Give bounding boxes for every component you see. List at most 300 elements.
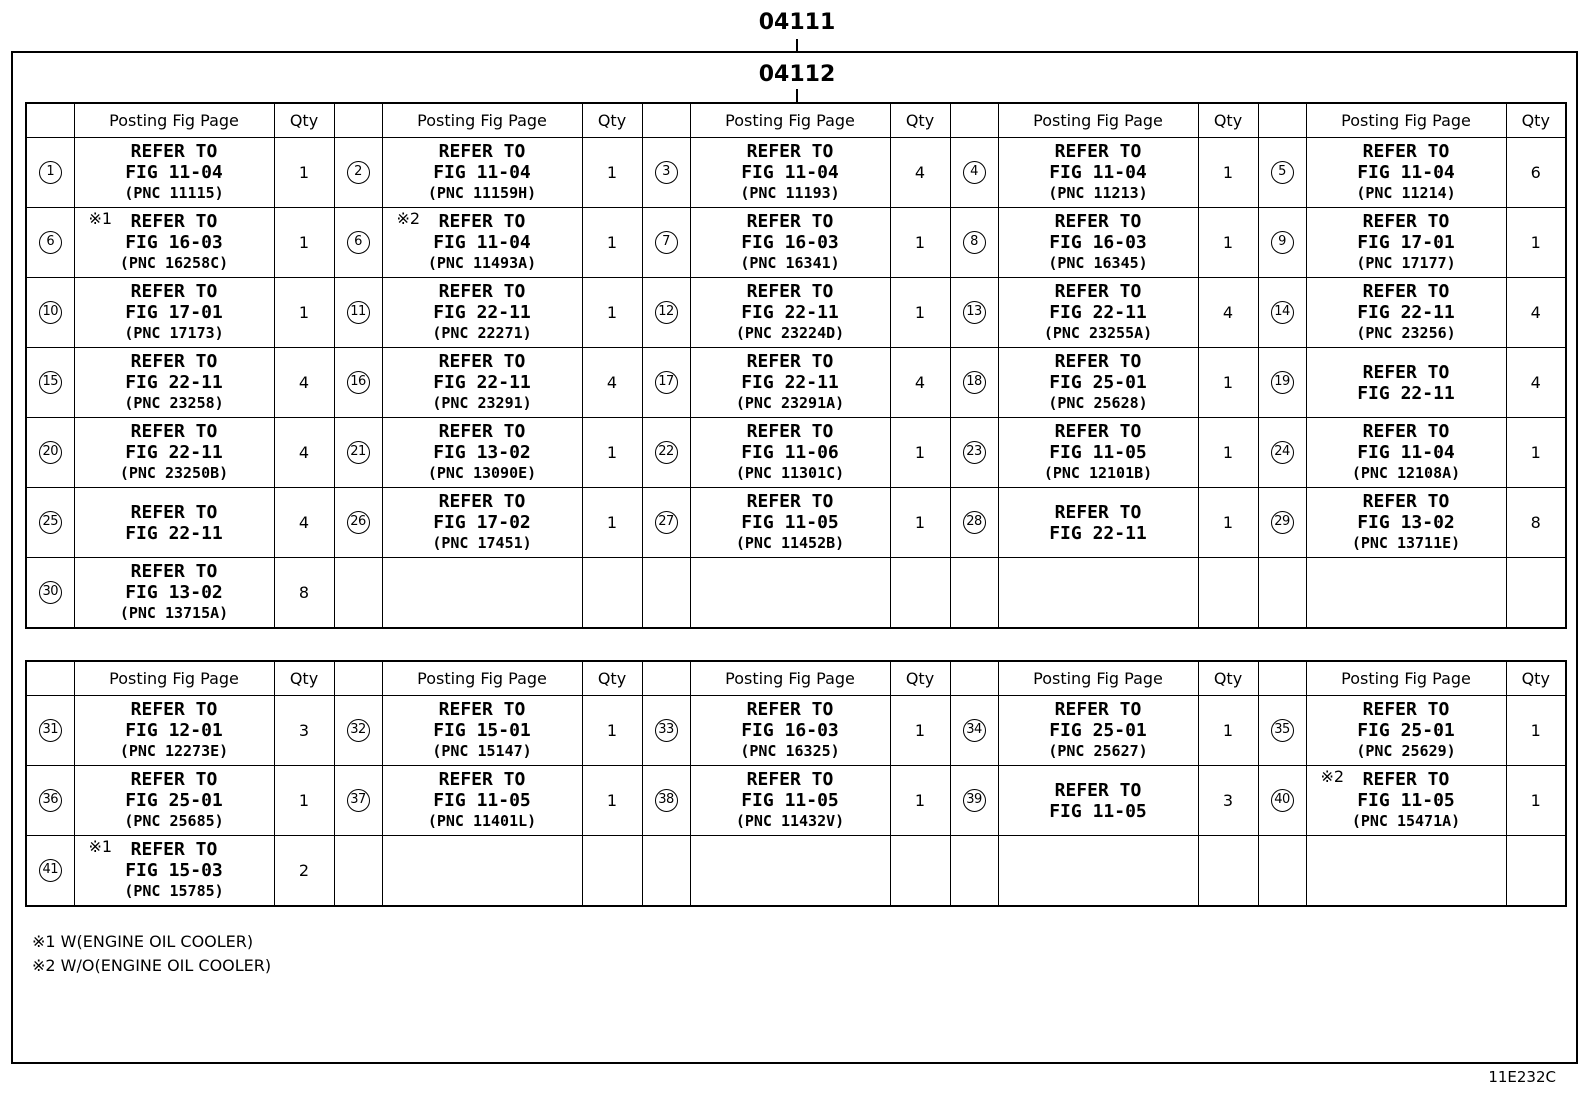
refer-to-label: REFER TO: [746, 211, 834, 232]
item-number-cell: [1258, 766, 1306, 836]
item-number-circle: 31: [39, 719, 62, 742]
item-number-cell: [950, 348, 998, 418]
qty-cell: 4: [1506, 278, 1566, 348]
qty-cell: [582, 836, 642, 907]
figure-ref: FIG 11-05: [741, 512, 839, 533]
item-number-cell: [26, 766, 74, 836]
reference-cell: [998, 696, 1198, 766]
pnc-ref: (PNC 22271): [432, 324, 532, 342]
qty-cell: 1: [274, 138, 334, 208]
refer-to-label: REFER TO: [130, 211, 218, 232]
item-number-circle: 34: [963, 719, 986, 742]
item-number-cell: [334, 348, 382, 418]
pnc-ref: (PNC 15785): [124, 882, 224, 900]
qty-cell: [582, 558, 642, 629]
reference-cell: [1306, 418, 1506, 488]
refer-to-label: REFER TO: [1362, 421, 1450, 442]
pnc-ref: (PNC 17451): [432, 534, 532, 552]
qty-cell: [1506, 558, 1566, 629]
pnc-ref: (PNC 12108A): [1351, 464, 1461, 482]
item-number-circle: 39: [963, 789, 986, 812]
header-num-blank: [950, 661, 998, 696]
figure-ref: FIG 22-11: [1357, 302, 1455, 323]
figure-ref: FIG 13-02: [125, 582, 223, 603]
reference-cell: [74, 558, 274, 629]
reference-cell: [998, 558, 1198, 629]
header-qty: Qty: [1506, 103, 1566, 138]
refer-to-label: REFER TO: [130, 839, 218, 860]
item-number-circle: 22: [655, 441, 678, 464]
pnc-ref: (PNC 16345): [1048, 254, 1148, 272]
figure-ref: FIG 17-01: [125, 302, 223, 323]
pnc-ref: (PNC 23256): [1356, 324, 1456, 342]
reference-cell: [74, 208, 274, 278]
item-number-circle: 24: [1271, 441, 1294, 464]
item-number-cell: [334, 836, 382, 907]
table-row: [26, 766, 1566, 836]
item-number-cell: [642, 348, 690, 418]
pnc-ref: (PNC 23255A): [1043, 324, 1153, 342]
figure-ref: FIG 22-11: [741, 302, 839, 323]
item-number-cell: [642, 278, 690, 348]
item-number-circle: 5: [1271, 161, 1294, 184]
refer-to-label: REFER TO: [1362, 699, 1450, 720]
figure-ref: FIG 13-02: [1357, 512, 1455, 533]
qty-cell: 4: [890, 138, 950, 208]
figure-ref: FIG 11-06: [741, 442, 839, 463]
item-number-circle: 14: [1271, 301, 1294, 324]
reference-cell: [74, 278, 274, 348]
footnotes: [32, 930, 271, 978]
qty-cell: 4: [274, 418, 334, 488]
item-number-circle: 21: [347, 441, 370, 464]
header-qty: Qty: [1198, 103, 1258, 138]
item-number-cell: [950, 836, 998, 907]
refer-to-label: REFER TO: [1054, 699, 1142, 720]
refer-to-label: REFER TO: [746, 421, 834, 442]
refer-to-label: REFER TO: [1054, 211, 1142, 232]
refer-to-label: REFER TO: [746, 351, 834, 372]
reference-cell: [1306, 836, 1506, 907]
header-posting-fig-page: Posting Fig Page: [690, 103, 890, 138]
header-posting-fig-page: Posting Fig Page: [998, 661, 1198, 696]
pnc-ref: (PNC 11115): [124, 184, 224, 202]
leader-line-inner: [796, 89, 798, 102]
item-number-circle: 27: [655, 511, 678, 534]
item-number-circle: 6: [347, 231, 370, 254]
header-num-blank: [950, 103, 998, 138]
item-number-circle: 6: [39, 231, 62, 254]
reference-cell: [74, 138, 274, 208]
item-number-circle: 20: [39, 441, 62, 464]
table-row: [26, 138, 1566, 208]
reference-cell: [1306, 138, 1506, 208]
pnc-ref: (PNC 11301C): [735, 464, 845, 482]
table-row: [26, 696, 1566, 766]
reference-cell: [382, 278, 582, 348]
item-number-circle: 37: [347, 789, 370, 812]
pnc-ref: (PNC 13715A): [119, 604, 229, 622]
item-number-cell: [642, 138, 690, 208]
header-qty: Qty: [274, 661, 334, 696]
item-number-cell: [1258, 208, 1306, 278]
item-number-cell: [950, 696, 998, 766]
figure-ref: FIG 22-11: [433, 302, 531, 323]
qty-cell: 1: [582, 278, 642, 348]
refer-to-label: REFER TO: [438, 491, 526, 512]
reference-cell: [74, 348, 274, 418]
item-number-cell: [334, 418, 382, 488]
figure-ref: FIG 11-04: [125, 162, 223, 183]
pnc-ref: (PNC 25628): [1048, 394, 1148, 412]
refer-to-label: REFER TO: [438, 211, 526, 232]
reference-cell: [998, 348, 1198, 418]
header-qty: Qty: [582, 103, 642, 138]
refer-to-label: REFER TO: [130, 421, 218, 442]
refer-to-label: REFER TO: [746, 141, 834, 162]
header-posting-fig-page: Posting Fig Page: [1306, 661, 1506, 696]
reference-cell: [690, 558, 890, 629]
condition-mark: ※2: [396, 209, 421, 228]
refer-to-label: REFER TO: [1362, 361, 1450, 383]
reference-cell: [1306, 278, 1506, 348]
figure-ref: FIG 22-11: [1049, 522, 1147, 544]
qty-cell: 1: [582, 766, 642, 836]
pnc-ref: (PNC 11193): [740, 184, 840, 202]
qty-cell: 4: [274, 488, 334, 558]
qty-cell: 1: [1198, 488, 1258, 558]
pnc-ref: (PNC 16258C): [119, 254, 229, 272]
pnc-ref: (PNC 17177): [1356, 254, 1456, 272]
qty-cell: 2: [274, 836, 334, 907]
item-number-circle: 29: [1271, 511, 1294, 534]
figure-ref: FIG 11-04: [1357, 162, 1455, 183]
reference-cell: [74, 696, 274, 766]
qty-cell: 1: [890, 488, 950, 558]
figure-ref: FIG 11-04: [1049, 162, 1147, 183]
qty-cell: 4: [274, 348, 334, 418]
qty-cell: 6: [1506, 138, 1566, 208]
item-number-circle: 41: [39, 859, 62, 882]
figure-ref: FIG 22-11: [433, 372, 531, 393]
figure-ref: FIG 22-11: [125, 522, 223, 544]
figure-ref: FIG 11-04: [433, 162, 531, 183]
header-posting-fig-page: Posting Fig Page: [382, 661, 582, 696]
header-num-blank: [1258, 661, 1306, 696]
header-posting-fig-page: Posting Fig Page: [690, 661, 890, 696]
header-posting-fig-page: Posting Fig Page: [74, 661, 274, 696]
qty-cell: 1: [1198, 418, 1258, 488]
pnc-ref: (PNC 25685): [124, 812, 224, 830]
group-code-outer: 04111: [758, 10, 836, 35]
header-qty: Qty: [1198, 661, 1258, 696]
reference-cell: [74, 836, 274, 907]
qty-cell: 1: [582, 418, 642, 488]
reference-cell: [74, 766, 274, 836]
refer-to-label: REFER TO: [1362, 491, 1450, 512]
parts-reference-table-1: [25, 102, 1567, 629]
refer-to-label: REFER TO: [1362, 769, 1450, 790]
pnc-ref: (PNC 23258): [124, 394, 224, 412]
document-id: 11E232C: [1488, 1068, 1556, 1086]
header-posting-fig-page: Posting Fig Page: [382, 103, 582, 138]
figure-ref: FIG 11-05: [1049, 800, 1147, 822]
qty-cell: 1: [1506, 208, 1566, 278]
pnc-ref: (PNC 11214): [1356, 184, 1456, 202]
item-number-circle: 10: [39, 301, 62, 324]
item-number-cell: [26, 696, 74, 766]
reference-cell: [998, 208, 1198, 278]
pnc-ref: (PNC 12273E): [119, 742, 229, 760]
reference-cell: [382, 696, 582, 766]
item-number-circle: 8: [963, 231, 986, 254]
condition-mark: ※1: [88, 209, 113, 228]
pnc-ref: (PNC 11401L): [427, 812, 537, 830]
reference-cell: [382, 558, 582, 629]
item-number-circle: 25: [39, 511, 62, 534]
item-number-circle: 23: [963, 441, 986, 464]
refer-to-label: REFER TO: [438, 141, 526, 162]
footnote-2: ※2 W/O(ENGINE OIL COOLER): [32, 956, 272, 975]
item-number-cell: [26, 836, 74, 907]
item-number-circle: 30: [39, 581, 62, 604]
refer-to-label: REFER TO: [1054, 501, 1142, 523]
reference-cell: [690, 278, 890, 348]
item-number-circle: 9: [1271, 231, 1294, 254]
reference-cell: [690, 208, 890, 278]
figure-ref: FIG 22-11: [1357, 382, 1455, 404]
reference-cell: [74, 488, 274, 558]
item-number-cell: [1258, 836, 1306, 907]
qty-cell: 1: [1506, 696, 1566, 766]
refer-to-label: REFER TO: [438, 281, 526, 302]
pnc-ref: (PNC 15471A): [1351, 812, 1461, 830]
figure-ref: FIG 11-04: [433, 232, 531, 253]
item-number-circle: 40: [1271, 789, 1294, 812]
item-number-cell: [642, 836, 690, 907]
item-number-cell: [334, 696, 382, 766]
pnc-ref: (PNC 25627): [1048, 742, 1148, 760]
qty-cell: 8: [1506, 488, 1566, 558]
table-header-row: [26, 661, 1566, 696]
footnote-1: ※1 W(ENGINE OIL COOLER): [32, 932, 254, 951]
qty-cell: 3: [1198, 766, 1258, 836]
item-number-cell: [334, 278, 382, 348]
item-number-cell: [334, 138, 382, 208]
qty-cell: 1: [1198, 138, 1258, 208]
reference-cell: [382, 418, 582, 488]
header-posting-fig-page: Posting Fig Page: [998, 103, 1198, 138]
item-number-cell: [334, 558, 382, 629]
figure-ref: FIG 11-05: [1357, 790, 1455, 811]
figure-ref: FIG 22-11: [1049, 302, 1147, 323]
item-number-cell: [950, 278, 998, 348]
item-number-circle: 38: [655, 789, 678, 812]
pnc-ref: (PNC 17173): [124, 324, 224, 342]
item-number-circle: 2: [347, 161, 370, 184]
header-num-blank: [334, 661, 382, 696]
reference-cell: [690, 836, 890, 907]
reference-cell: [1306, 208, 1506, 278]
figure-ref: FIG 11-05: [433, 790, 531, 811]
refer-to-label: REFER TO: [1054, 141, 1142, 162]
refer-to-label: REFER TO: [746, 491, 834, 512]
qty-cell: 3: [274, 696, 334, 766]
figure-ref: FIG 11-05: [1049, 442, 1147, 463]
table-row: [26, 836, 1566, 907]
item-number-circle: 36: [39, 789, 62, 812]
figure-ref: FIG 12-01: [125, 720, 223, 741]
reference-cell: [382, 766, 582, 836]
pnc-ref: (PNC 23291): [432, 394, 532, 412]
qty-cell: 1: [274, 766, 334, 836]
table-row: [26, 488, 1566, 558]
qty-cell: 1: [274, 278, 334, 348]
qty-cell: 4: [890, 348, 950, 418]
qty-cell: 1: [1198, 208, 1258, 278]
header-qty: Qty: [890, 661, 950, 696]
reference-cell: [74, 418, 274, 488]
header-qty: Qty: [1506, 661, 1566, 696]
pnc-ref: (PNC 11432V): [735, 812, 845, 830]
qty-cell: 8: [274, 558, 334, 629]
refer-to-label: REFER TO: [438, 699, 526, 720]
qty-cell: [890, 558, 950, 629]
figure-ref: FIG 13-02: [433, 442, 531, 463]
item-number-cell: [1258, 348, 1306, 418]
table-row: [26, 208, 1566, 278]
qty-cell: 4: [1198, 278, 1258, 348]
qty-cell: 1: [274, 208, 334, 278]
refer-to-label: REFER TO: [746, 769, 834, 790]
qty-cell: 1: [582, 696, 642, 766]
item-number-cell: [1258, 418, 1306, 488]
refer-to-label: REFER TO: [130, 699, 218, 720]
item-number-cell: [642, 418, 690, 488]
item-number-cell: [950, 766, 998, 836]
qty-cell: 1: [1198, 696, 1258, 766]
header-qty: Qty: [582, 661, 642, 696]
qty-cell: 4: [1506, 348, 1566, 418]
table-row: [26, 558, 1566, 629]
item-number-circle: 12: [655, 301, 678, 324]
table-row: [26, 278, 1566, 348]
header-qty: Qty: [890, 103, 950, 138]
reference-cell: [690, 766, 890, 836]
qty-cell: [1506, 836, 1566, 907]
qty-cell: 1: [890, 696, 950, 766]
item-number-cell: [1258, 138, 1306, 208]
pnc-ref: (PNC 11493A): [427, 254, 537, 272]
pnc-ref: (PNC 11213): [1048, 184, 1148, 202]
refer-to-label: REFER TO: [130, 561, 218, 582]
pnc-ref: (PNC 13711E): [1351, 534, 1461, 552]
refer-to-label: REFER TO: [1362, 281, 1450, 302]
refer-to-label: REFER TO: [438, 351, 526, 372]
qty-cell: [1198, 558, 1258, 629]
refer-to-label: REFER TO: [438, 421, 526, 442]
qty-cell: 4: [582, 348, 642, 418]
figure-ref: FIG 22-11: [741, 372, 839, 393]
item-number-cell: [642, 558, 690, 629]
qty-cell: 1: [1506, 766, 1566, 836]
reference-cell: [998, 836, 1198, 907]
item-number-cell: [334, 766, 382, 836]
refer-to-label: REFER TO: [1054, 281, 1142, 302]
item-number-cell: [950, 488, 998, 558]
item-number-cell: [26, 488, 74, 558]
item-number-cell: [26, 558, 74, 629]
refer-to-label: REFER TO: [1362, 141, 1450, 162]
figure-ref: FIG 22-11: [125, 442, 223, 463]
qty-cell: 1: [890, 278, 950, 348]
item-number-cell: [1258, 278, 1306, 348]
reference-cell: [1306, 558, 1506, 629]
figure-ref: FIG 22-11: [125, 372, 223, 393]
refer-to-label: REFER TO: [1054, 779, 1142, 801]
figure-ref: FIG 11-05: [741, 790, 839, 811]
item-number-cell: [26, 208, 74, 278]
item-number-circle: 28: [963, 511, 986, 534]
reference-cell: [690, 488, 890, 558]
refer-to-label: REFER TO: [746, 699, 834, 720]
reference-cell: [690, 348, 890, 418]
qty-cell: 1: [582, 488, 642, 558]
item-number-cell: [950, 208, 998, 278]
item-number-cell: [642, 696, 690, 766]
reference-cell: [382, 348, 582, 418]
pnc-ref: (PNC 23291A): [735, 394, 845, 412]
reference-cell: [690, 696, 890, 766]
item-number-circle: 3: [655, 161, 678, 184]
header-posting-fig-page: Posting Fig Page: [1306, 103, 1506, 138]
item-number-circle: 17: [655, 371, 678, 394]
figure-ref: FIG 16-03: [741, 720, 839, 741]
figure-ref: FIG 11-04: [741, 162, 839, 183]
qty-cell: 1: [890, 208, 950, 278]
refer-to-label: REFER TO: [746, 281, 834, 302]
pnc-ref: (PNC 16325): [740, 742, 840, 760]
item-number-circle: 15: [39, 371, 62, 394]
refer-to-label: REFER TO: [1362, 211, 1450, 232]
pnc-ref: (PNC 11452B): [735, 534, 845, 552]
item-number-cell: [642, 766, 690, 836]
item-number-circle: 19: [1271, 371, 1294, 394]
item-number-cell: [334, 488, 382, 558]
item-number-cell: [1258, 696, 1306, 766]
item-number-cell: [26, 138, 74, 208]
parts-reference-table-2: [25, 660, 1567, 907]
reference-cell: [998, 766, 1198, 836]
figure-ref: FIG 16-03: [741, 232, 839, 253]
header-qty: Qty: [274, 103, 334, 138]
qty-cell: 1: [582, 138, 642, 208]
figure-ref: FIG 15-01: [433, 720, 531, 741]
qty-cell: 1: [1506, 418, 1566, 488]
item-number-circle: 35: [1271, 719, 1294, 742]
header-num-blank: [26, 103, 74, 138]
reference-cell: [1306, 696, 1506, 766]
figure-ref: FIG 17-01: [1357, 232, 1455, 253]
item-number-cell: [950, 138, 998, 208]
refer-to-label: REFER TO: [130, 141, 218, 162]
condition-mark: ※1: [88, 837, 113, 856]
header-num-blank: [1258, 103, 1306, 138]
qty-cell: [890, 836, 950, 907]
pnc-ref: (PNC 13090E): [427, 464, 537, 482]
pnc-ref: (PNC 11159H): [427, 184, 537, 202]
item-number-cell: [26, 348, 74, 418]
